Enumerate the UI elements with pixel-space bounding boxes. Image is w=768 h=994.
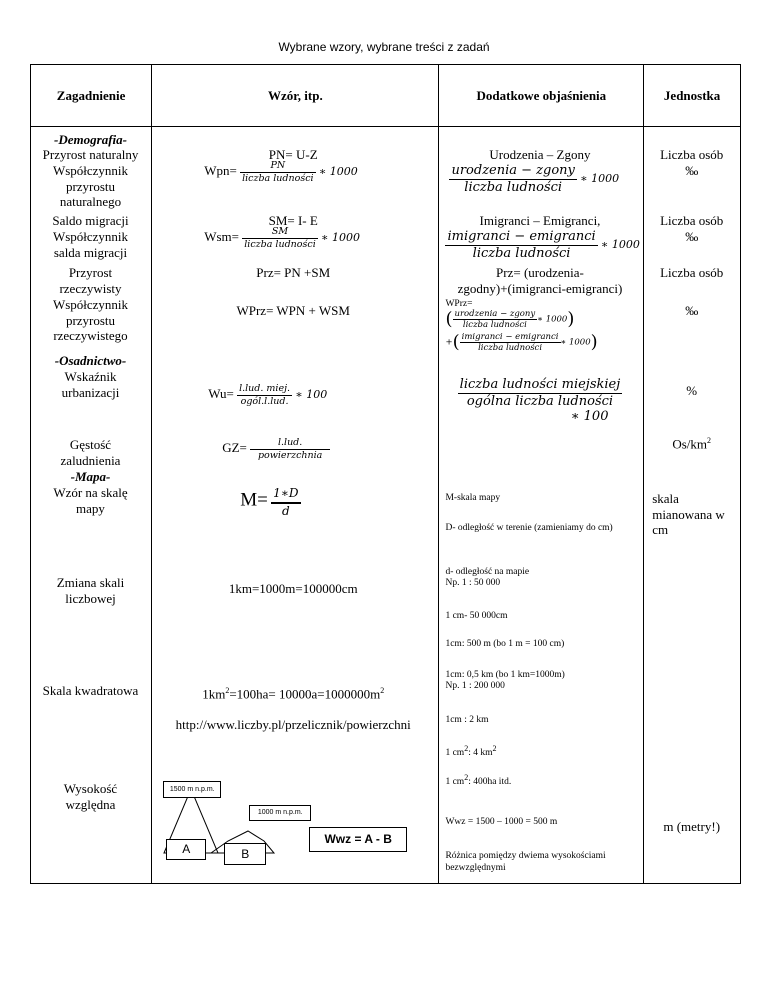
expl-cm2-c: 1 cm [445,777,465,788]
section-mapa: -Mapa- [70,469,111,484]
wsm-numerator: SM [242,226,317,239]
topic-zmiana-skali: Zmiana skali liczbowej [56,575,125,606]
gz-denominator: powierzchnia [257,449,323,461]
expl-prz-line1: Prz= (urodzenia- [496,265,584,280]
expl-cm2-a: 1 cm [445,748,465,759]
expl-wu-formula [441,377,638,425]
topic-przyrost-naturalny: Przyrost naturalny [42,147,139,162]
label-1000-box: 1000 m n.p.m. [249,805,311,821]
formula-wpn [204,160,358,184]
topic-wsp-przyrostu-rzecz: Współczynnik przyrostu rzeczywistego [52,297,129,343]
topic-wskaznik-urbanizacji: Wskaźnik urbanizacji [61,369,120,400]
expl-wprz-mult2: ∗ 1000 [560,337,591,348]
formula-skala-mapy [240,486,300,519]
wu-multiplier: ∗ 100 [295,387,328,401]
km2-sup-b: 2 [380,686,385,695]
m-label: M= [240,489,268,511]
formula-wu [208,383,327,407]
formula-wsm [204,226,360,250]
wpn-numerator: PN [240,160,315,173]
expl-wprz-label: WPrz= [445,299,473,309]
expl-np1: Np. 1 : 50 000 [445,578,501,588]
gz-label: GZ= [222,439,247,455]
expl-d-big: D- odległość w terenie (zamieniamy do cm) [445,523,613,533]
unit-os-km2-text: Os/km [672,436,708,452]
gz-numerator: l.lud. [250,437,330,450]
section-demografia: -Demografia- [54,132,127,147]
expl-cm2-b: : 4 km [468,748,493,759]
unit-promil-2: ‰ [685,229,699,244]
expl-cm2-km2 [445,743,496,760]
expl-np2: Np. 1 : 200 000 [445,681,505,691]
header-row [31,65,741,127]
col-objasnienia [439,127,644,884]
km2-sup-a: 2 [225,686,230,695]
topic-saldo-migracji: Saldo migracji [52,213,129,228]
expl-wu-num: liczba ludności miejskiej [459,377,621,392]
converter-link[interactable]: http://www.liczby.pl/przelicznik/powierzchni [175,717,411,732]
topic-wysokosc-wzgledna: Wysokość względna [63,781,118,812]
expl-wprz-num2: imigranci − emigranci [461,332,559,342]
height-diagram [154,781,432,878]
expl-ur-zg: Urodzenia – Zgony [489,147,591,162]
expl-d-small: d- odległość na mapie [445,567,530,577]
km2-part-a: 1km [202,686,226,702]
expl-cm2-sup-b: 2 [492,744,497,753]
unit-os-km2-sup: 2 [707,436,712,445]
wpn-multiplier: ∗ 1000 [318,164,358,178]
unit-os-km2 [646,433,737,452]
wu-label: Wu= [208,385,234,401]
expl-wsm-formula [445,229,639,261]
expl-wprz-plus: + [445,337,453,348]
expl-wsm-mult: ∗ 1000 [600,237,640,251]
wsm-multiplier: ∗ 1000 [320,230,360,244]
expl-cm2-sup-c: 2 [464,773,469,782]
expl-cm-km: 1cm : 2 km [445,715,489,725]
expl-cm2-sup-a: 2 [464,744,469,753]
formula-pn: PN= U-Z [268,147,318,162]
unit-skala-mianowana: skala mianowana w cm [652,491,725,537]
topic-wsp-przyrostu-nat: Współczynnik przyrostu naturalnego [52,163,129,209]
wu-denominator: ogól.l.lud. [240,395,289,407]
km2-part-b: =100ha= 10000a=1000000m [229,686,381,702]
expl-wprz-mult1: ∗ 1000 [537,314,568,325]
expl-wprz-part2: +( $\frac{\text{imigranci − emigranci}}{\text{liczba ludności}}$ ∗ 1000) [445,331,598,353]
unit-promil-1: ‰ [685,163,699,178]
col-jednostka [644,127,741,884]
page-title: Wybrane wzory, wybrane treści z zadań [278,40,490,54]
formula-km2 [154,683,432,702]
header-wzor: Wzór, itp. [152,65,439,127]
topic-wzor-skali: Wzór na skalę mapy [53,485,128,516]
expl-roznica: Różnica pomiędzy dwiema wysokościami bezwzględnymi [445,851,606,873]
header-objasnienia: Dodatkowe objaśnienia [439,65,644,127]
topic-przyrost-rzeczywisty: Przyrost rzeczywisty [59,265,122,296]
expl-cm2: 1cm: 500 m (bo 1 m = 100 cm) [445,639,565,649]
expl-wpn-mult: ∗ 1000 [580,171,620,185]
expl-wu-mult: ∗ 100 [570,409,609,424]
unit-liczba-osob-3: Liczba osób [660,265,724,280]
expl-wprz-den2: liczba ludności [478,343,543,353]
formula-wprz: WPrz= WPN + WSM [236,303,350,318]
expl-wprz-part1: ( $\frac{\text{urodzenia − zgony}}{\text{liczba ludności}}$ ∗ 1000) [445,308,575,330]
expl-wpn-formula [449,163,619,195]
expl-wprz-num1: urodzenia − zgony [454,309,536,319]
label-b-box: B [224,843,266,865]
unit-liczba-osob-1: Liczba osób [660,147,724,162]
expl-wprz-den1: liczba ludności [462,320,527,330]
unit-metry: m (metry!) [663,819,721,834]
expl-cm2-d: : 400ha itd. [468,777,512,788]
header-jednostka: Jednostka [644,65,741,127]
m-denominator: d [281,503,290,518]
expl-wsm-den: liczba ludności [472,245,571,261]
topic-wsp-salda: Współczynnik salda migracji [52,229,129,260]
formula-table [30,64,741,884]
topic-gestosc: Gęstość zaludnienia [60,437,121,468]
formula-prz: Prz= PN +SM [256,265,331,280]
expl-m-skala: M-skala mapy [445,493,501,503]
label-1500-box: 1500 m n.p.m. [163,781,221,798]
expl-prz-line2: zgodny)+(imigranci-emigranci) [457,281,623,296]
expl-im-em: Imigranci – Emigranci, [479,213,601,228]
wsm-denominator: liczba ludności [244,238,316,250]
label-a-box: A [166,839,206,860]
wu-numerator: l.lud. miej. [239,383,291,394]
col-wzor [152,127,439,884]
formula-sm: SM= I- E [268,213,318,228]
unit-percent: % [686,383,698,398]
formula-km: 1km=1000m=100000cm [228,581,358,596]
wpn-label: Wpn= [204,162,237,178]
expl-wpn-den: liczba ludności [464,179,563,195]
formula-gz [222,437,330,461]
m-numerator: 1∗D [271,486,300,504]
unit-liczba-osob-2: Liczba osób [660,213,724,228]
expl-wsm-num: imigranci − emigranci [447,229,596,244]
wwz-formula-box: Wwz = A - B [309,827,407,852]
wpn-denominator: liczba ludności [242,172,314,184]
header-zagadnienie: Zagadnienie [31,65,152,127]
wsm-label: Wsm= [204,228,239,244]
unit-promil-3: ‰ [685,303,699,318]
expl-wu-den: ogólna liczba ludności [466,393,614,409]
expl-wwz: Wwz = 1500 – 1000 = 500 m [445,817,558,827]
body-row [31,127,741,884]
col-zagadnienie [31,127,152,884]
expl-wpn-num: urodzenia − zgony [451,163,575,178]
topic-skala-kwadratowa: Skala kwadratowa [42,683,139,698]
expl-cm1: 1 cm- 50 000cm [445,611,508,621]
expl-cm2-ha [445,772,511,789]
expl-cm3: 1cm: 0,5 km (bo 1 km=1000m) [445,670,565,680]
section-osadnictwo: -Osadnictwo- [54,353,127,368]
